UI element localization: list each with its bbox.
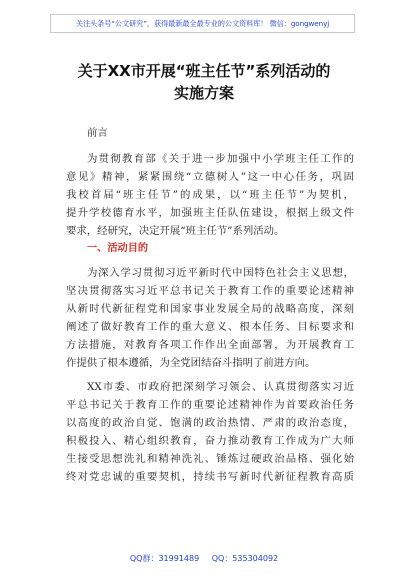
- paragraph-line: 作提供了根本遵循，为全党团结奋斗指明了前进方向。: [66, 357, 316, 369]
- paragraph-line: 要求，经研究，决定开展“班主任节”系列活动。: [66, 225, 285, 237]
- document-body: [66, 124, 354, 486]
- paragraph-line: 提升学校德育水平，加强班主任队伍建设，根据上级文件: [66, 207, 354, 219]
- paragraph-line: 阐述了做好教育工作的重大意义、根本任务、目标要求和: [66, 321, 354, 333]
- paragraph-line: 终对党忠诚的重要契机，持续书写新时代新征程教育高质: [66, 471, 354, 483]
- paragraph-3: [66, 378, 354, 486]
- paragraph-line: 为深入学习贯彻习近平新时代中国特色社会主义思想，: [87, 267, 354, 279]
- paragraph-2: [66, 264, 354, 372]
- document-title: [0, 60, 408, 104]
- paragraph-line: 积极投入、精心组织教育，奋力推动教育工作成为广大师: [66, 435, 354, 447]
- paragraph-line: 方法措施，对教育各项工作作出全面部署，为开展教育工: [66, 339, 354, 351]
- paragraph-1: [66, 150, 354, 240]
- paragraph-line: 意见》精神，紧紧围绕“立德树人”这一中心任务，巩固: [66, 171, 354, 183]
- paragraph-line: 生接受思想洗礼和精神洗礼、锤炼过硬政治品格、强化始: [66, 453, 354, 465]
- paragraph-line: 从新时代新征程党和国家事业发展全局的战略高度，深刻: [66, 303, 354, 315]
- page-footer: [0, 553, 408, 564]
- paragraph-line: 坚决贯彻落实习近平总书记关于教育工作的重要论述精神: [66, 285, 354, 297]
- footer-qq: QQ：535304092: [211, 554, 279, 563]
- title-line-2: 实施方案: [173, 84, 234, 102]
- paragraph-line: 以高度的政治自觉、饱满的政治热情、严肃的政治态度，: [66, 417, 354, 429]
- paragraph-line: XX市委、市政府把深刻学习领会、认真贯彻落实习近: [87, 381, 354, 393]
- paragraph-line: 平总书记关于教育工作的重要论述精神作为首要政治任务: [66, 399, 354, 411]
- paragraph-line: 我校首届“班主任节”的成果，以“班主任节”为契机，: [66, 189, 354, 201]
- section-heading-purpose: 一、活动目的: [87, 243, 149, 254]
- preface-heading: 前言: [87, 127, 108, 139]
- title-line-1: 关于XX市开展“班主任节”系列活动的: [77, 62, 331, 80]
- promo-banner[interactable]: 关注头条号“公文研究”，获得最新最全最专业的公文资料库！ 微信：gongwenyj: [50, 14, 355, 33]
- paragraph-line: 为贯彻教育部《关于进一步加强中小学班主任工作的: [87, 153, 354, 165]
- footer-qq-group: QQ群：31991489: [129, 554, 200, 563]
